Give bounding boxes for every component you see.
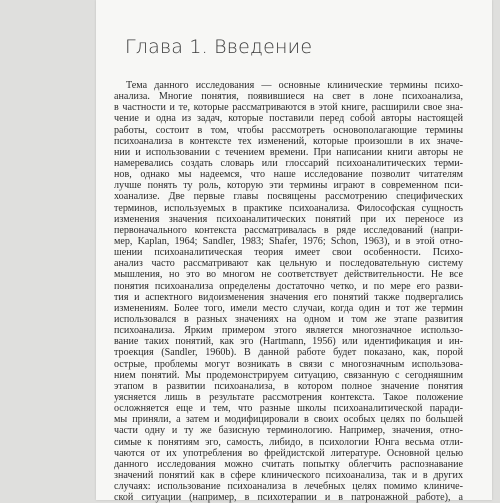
- text-line: анализ часто рассматривают как цельную и последовательную систему: [114, 258, 463, 270]
- text-line: психоанализа в контексте тех изменений, которые произошли в их значе-: [114, 135, 463, 147]
- text-line: мы приняли, а затем и модифицировали в своих особых целях по большей: [114, 414, 463, 426]
- text-line: мышления, но это во многом не соответствует действительности. Не все: [114, 269, 463, 281]
- text-line: изменения значения психоаналитических понятий при их переносе из: [114, 213, 463, 225]
- text-line: лучше понять ту роль, которую эти термины играют в современном пси-: [114, 180, 463, 192]
- text-line: хоанализе. Две первые главы посвящены рассмотрению специфических: [114, 191, 463, 203]
- text-line: чение и одна из задач, которые поставили перед собой авторы настоящей: [114, 113, 463, 125]
- text-line: значений понятий как в сфере клинического психоанализа, так и в других: [114, 469, 463, 481]
- text-line: изменениям. Более того, имели место случаи, когда один и тот же термин: [114, 302, 463, 314]
- text-line: намеревались создать словарь или глоссарий психоаналитических терми-: [114, 157, 463, 169]
- text-line: в частности и те, которые рассматриваются в этой книге, расширили свое зна-: [114, 102, 463, 114]
- text-line: симые к понятиям эго, самость, либидо, в психологии Юнга весьма отли-: [114, 436, 463, 448]
- text-line: нием понятий. Мы продемонстрируем ситуацию, связанную с сегодняшним: [114, 369, 463, 381]
- text-line: вание таких понятий, как эго (Hartmann, 1956) или идентификация и ин-: [114, 336, 463, 348]
- text-line: использовался в разных значениях на одном и том же этапе развития: [114, 313, 463, 325]
- text-line: мер, Kaplan, 1964; Sandler, 1983; Shafer, 1976; Schon, 1963), и в этой отно-: [114, 235, 463, 247]
- text-line: нов, однако мы надеемся, что наше исследование позволит читателям: [114, 169, 463, 181]
- text-line: первоначального контекста рассматривалась в ряде исследований (напри-: [114, 224, 463, 236]
- text-line: тия и аспектного видоизменения значения его понятий также подвергались: [114, 291, 463, 303]
- text-line: ской ситуации (например, в психотерапии и в патронажной работе), а: [114, 492, 463, 503]
- text-line: шении психоаналитическая теория имеет свои особенности. Психо-: [114, 247, 463, 259]
- text-line: части одну и ту же базисную терминологию. Например, значения, отно-: [114, 425, 463, 437]
- text-line: психоанализа. Ярким примером этого является многозначное использо-: [114, 325, 463, 337]
- text-line: терминов, используемых в практике психоанализа. Философская сущность: [114, 202, 463, 214]
- text-line: осложняется еще и тем, что разные школы психоаналитической паради-: [114, 403, 463, 415]
- body-text: [114, 80, 463, 503]
- text-line: понятия психоанализа определены достаточно четко, и по мере его разви-: [114, 280, 463, 292]
- text-line: этапом в развитии психоанализа, в котором полное значение понятия: [114, 380, 463, 392]
- text-line: анализа. Многие понятия, появившиеся на свет в лоне психоанализа,: [114, 91, 463, 103]
- text-line: троекция (Sandler, 1960b). В данной работе будет показано, как, порой: [114, 347, 463, 359]
- text-line: острые, проблемы могут возникать в связи с многозначным использова-: [114, 358, 463, 370]
- chapter-title: Глава 1. Введение: [125, 36, 313, 58]
- text-line: Тема данного исследования — основные клинические термины психо-: [126, 80, 463, 91]
- text-line: работы, состоит в том, чтобы рассмотреть основополагающие термины: [114, 124, 463, 136]
- text-line: чаются от их употребления во фрейдистской литературе. Основной целью: [114, 447, 463, 459]
- text-line: нии и использовании с течением времени. При написании книги авторы не: [114, 146, 463, 158]
- text-line: случаях: использование психоанализа в лечебных целях помимо клиниче-: [114, 481, 463, 493]
- text-line: уясняется лишь в результате рассмотрения контекста. Такое положение: [114, 391, 463, 403]
- text-line: данного исследования можно считать попытку облегчить распознавание: [114, 458, 463, 470]
